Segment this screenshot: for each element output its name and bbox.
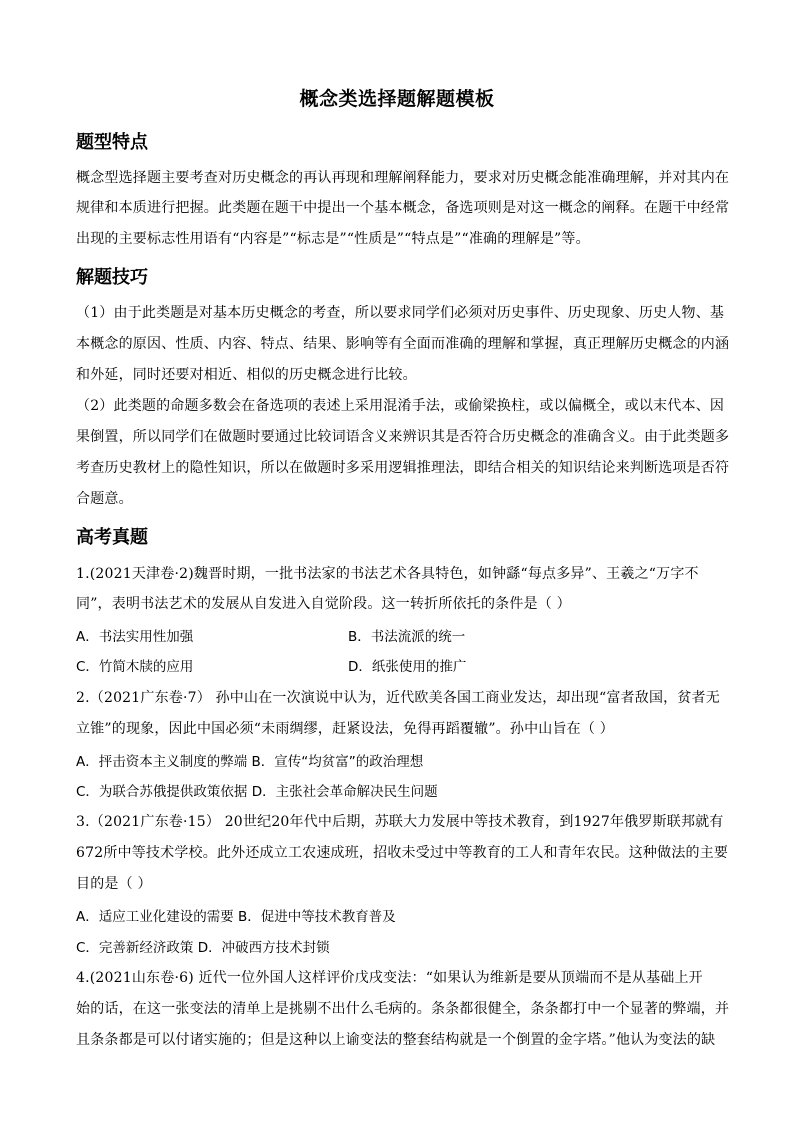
- question-3-line: 目的是（ ）: [76, 876, 152, 892]
- question-1-line: 1.(2021天津卷·2)魏晋时期，一批书法家的书法艺术各具特色，如钟繇“每点多异”、王羲之“万字不: [76, 566, 699, 582]
- paragraph-line: 规律和本质进行把握。此类题在题干中提出一个基本概念，备选项则是对这一概念的阐释。在题干中经常: [76, 200, 730, 216]
- paragraph-line: 考查历史教材上的隐性知识，所以在做题时多采用逻辑推理法，即结合相关的知识结论来判断选项是否符: [76, 460, 730, 476]
- question-1-option-a: A．书法实用性加强: [76, 629, 194, 645]
- paragraph-line: （2）此类题的命题多数会在备选项的表述上采用混淆手法，或偷梁换柱，或以偏概全，或以末代本、因: [76, 398, 725, 414]
- paragraph-line: 果倒置，所以同学们在做题时要通过比较词语含义来辨识其是否符合历史概念的准确含义。由于此类题多: [76, 429, 730, 445]
- question-2-line: 2.（2021广东卷·7） 孙中山在一次演说中认为，近代欧美各国工商业发达，却出现“富者敌国，贫者无: [76, 690, 720, 706]
- question-1-option-d: D．纸张使用的推广: [348, 659, 467, 675]
- section-heading-techniques: 解题技巧: [76, 267, 148, 288]
- question-2-options-cd: C．为联合苏俄提供政策依据 D．主张社会革命解决民生问题: [76, 784, 438, 800]
- question-2-options-ab: A．抨击资本主义制度的弊端 B．宣传“均贫富”的政治理想: [76, 754, 424, 770]
- question-1-line: 同”，表明书法艺术的发展从自发进入自觉阶段。这一转折所依托的条件是（ ）: [76, 596, 571, 612]
- paragraph-line: 本概念的原因、性质、内容、特点、结果、影响等有全面而准确的理解和掌握，真正理解历史概念的内涵: [76, 336, 730, 352]
- question-4-line: 4.(2021山东卷·6) 近代一位外国人这样评价戊戌变法：“如果认为维新是要从顶端而不是从基础上开: [76, 970, 703, 986]
- question-4-line: 且条条都是可以付诸实施的；但是这种以上谕变法的整套结构就是一个倒置的金字塔。”他认为变法的缺: [76, 1032, 716, 1048]
- question-3-line: 3.（2021广东卷·15） 20世纪20年代中后期，苏联大力发展中等技术教育，到1927年俄罗斯联邦就有: [76, 814, 724, 830]
- section-heading-features: 题型特点: [76, 132, 148, 153]
- question-3-line: 672所中等技术学校。此外还成立工农速成班，招收未受过中等教育的工人和青年农民。这种做法的主要: [76, 845, 729, 861]
- question-1-option-c: C．竹简木牍的应用: [76, 659, 194, 675]
- question-2-line: 立锥”的现象，因此中国必须“未雨绸缪，赶紧设法，免得再蹈覆辙”。孙中山旨在（ ）: [76, 721, 614, 737]
- question-3-options-ab: A．适应工业化建设的需要 B．促进中等技术教育普及: [76, 909, 396, 925]
- question-1-option-b: B．书法流派的统一: [348, 629, 466, 645]
- document-title: 概念类选择题解题模板: [299, 88, 495, 110]
- question-4-line: 始的话，在这一张变法的清单上是挑剔不出什么毛病的。条条都很健全，条条都打中一个显著的弊端，并: [76, 1001, 730, 1017]
- paragraph-line: 出现的主要标志性用语有“内容是”“标志是”“性质是”“特点是”“准确的理解是”等。: [76, 231, 590, 247]
- section-heading-exam-questions: 高考真题: [76, 527, 148, 548]
- paragraph-line: 合题意。: [76, 491, 133, 507]
- paragraph-line: （1）由于此类题是对基本历史概念的考查，所以要求同学们必须对历史事件、历史现象、历史人物、基: [76, 305, 725, 321]
- paragraph-line: 和外延，同时还要对相近、相似的历史概念进行比较。: [76, 367, 417, 383]
- paragraph-line: 概念型选择题主要考查对历史概念的再认再现和理解阐释能力，要求对历史概念能准确理解，并对其内在: [76, 170, 730, 186]
- question-3-options-cd: C．完善新经济政策 D．冲破西方技术封锁: [76, 940, 330, 956]
